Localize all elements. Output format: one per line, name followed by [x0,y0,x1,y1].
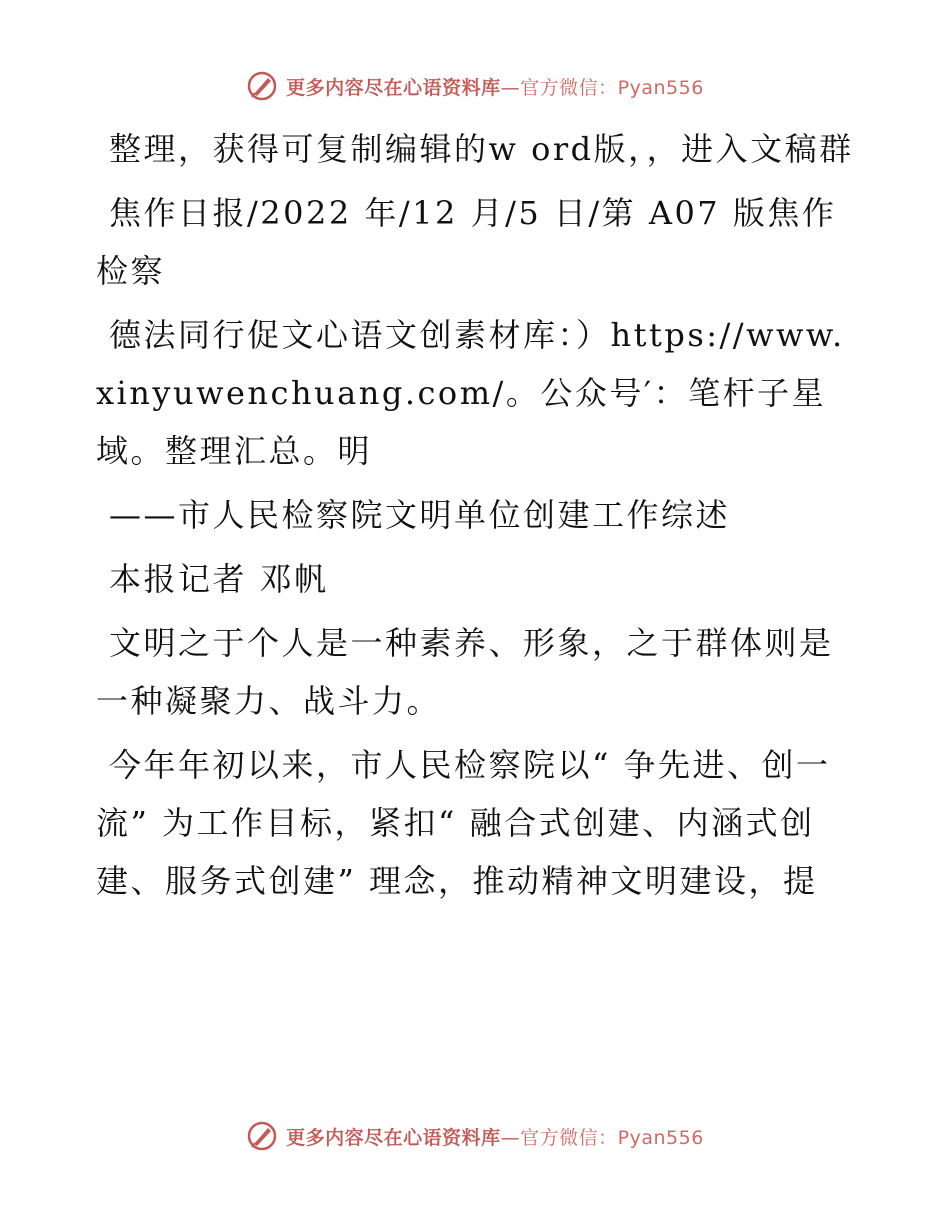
header-banner-text: 更多内容尽在心语资料库—官方微信：Pyan556 [286,76,704,99]
footer-banner [0,1120,950,1152]
paragraph: ——市人民检察院文明单位创建工作综述 [109,496,731,534]
header-banner [0,70,950,102]
paragraph: 焦作日报/2022 年/12 月/5 日/第 A07 版焦作检察 [96,194,837,290]
paragraph: 文明之于个人是一种素养、形象，之于群体则是一种凝聚力、战斗力。 [96,624,834,720]
quill-pen-logo-icon [246,1120,278,1152]
paragraph: 今年年初以来，市人民检察院以“ 争先进、创一流” 为工作目标，紧扣“ 融合式创建、内涵式创建、服务式创建” 理念，推动精神文明建设，提 [96,746,831,900]
document-body [96,120,856,916]
paragraph: 整理，获得可复制编辑的w ord版，，进入文稿群 [109,130,854,168]
quill-pen-logo-icon [246,70,278,102]
footer-banner-text: 更多内容尽在心语资料库—官方微信：Pyan556 [286,1126,704,1149]
paragraph: 德法同行促文心语文创素材库：）https://www.xinyuwenchuang.com/。公众号′：笔杆子星域。整理汇总。明 [96,316,845,470]
paragraph: 本报记者 邓帆 [109,560,329,598]
